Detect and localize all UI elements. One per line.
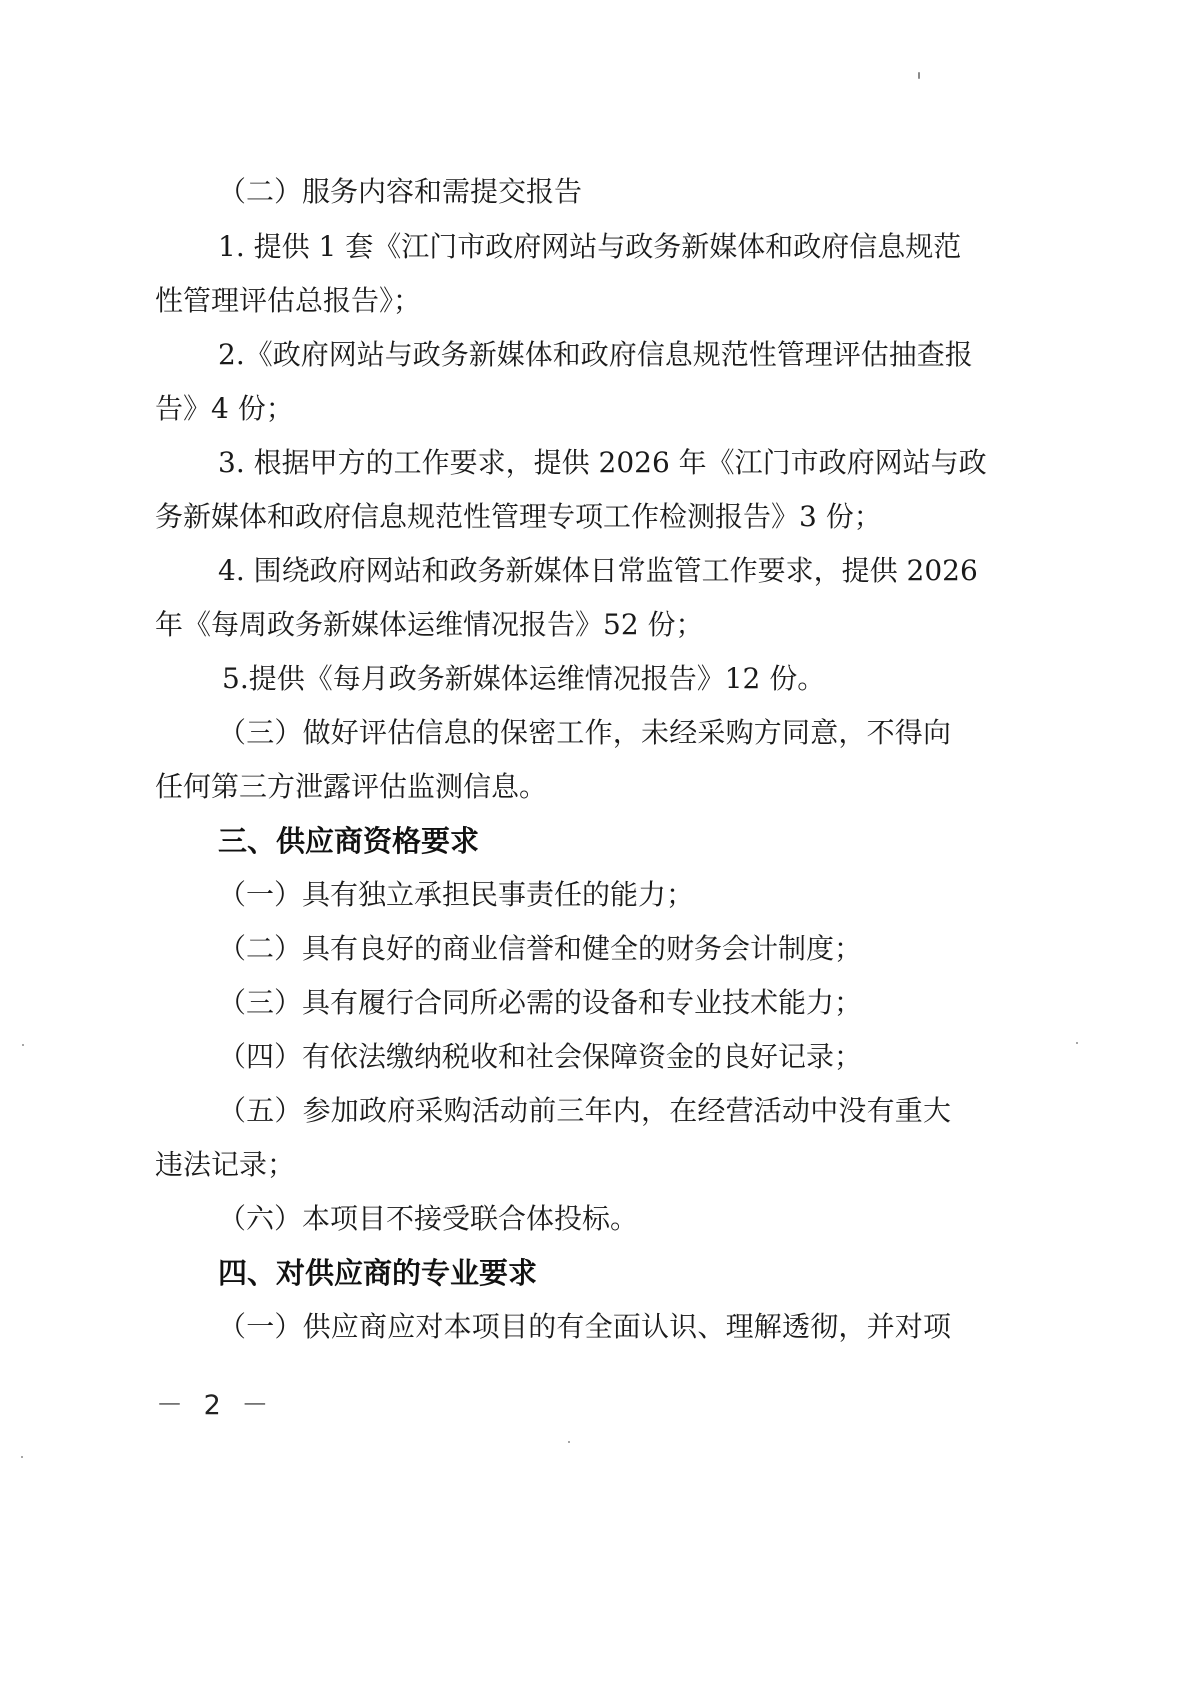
qualification-item-5-line-1: （五）参加政府采购活动前三年内，在经营活动中没有重大 bbox=[218, 1094, 951, 1127]
qualification-item-6: （六）本项目不接受联合体投标。 bbox=[218, 1202, 639, 1235]
scan-speck bbox=[568, 1441, 570, 1443]
paragraph-item-3-line-2: 务新媒体和政府信息规范性管理专项工作检测报告》3 份； bbox=[155, 500, 882, 533]
scan-speck bbox=[21, 1456, 23, 1458]
paragraph-item-2-line-1: 2.《政府网站与政务新媒体和政府信息规范性管理评估抽查报 bbox=[218, 338, 973, 371]
paragraph-item-4-line-2: 年《每周政务新媒体运维情况报告》52 份； bbox=[155, 608, 704, 641]
paragraph-item-3-line-1: 3. 根据甲方的工作要求，提供 2026 年《江门市政府网站与政 bbox=[218, 446, 987, 479]
paragraph-item-4-line-1: 4. 围绕政府网站和政务新媒体日常监管工作要求，提供 2026 bbox=[218, 554, 978, 587]
qualification-item-4: （四）有依法缴纳税收和社会保障资金的良好记录； bbox=[218, 1040, 863, 1073]
paragraph-item-1-line-1: 1. 提供 1 套《江门市政府网站与政务新媒体和政府信息规范 bbox=[218, 230, 962, 263]
scan-speck bbox=[22, 1044, 24, 1046]
paragraph-item-1-line-2: 性管理评估总报告》； bbox=[155, 284, 422, 317]
qualification-item-5-line-2: 违法记录； bbox=[155, 1148, 296, 1181]
qualification-item-3: （三）具有履行合同所必需的设备和专业技术能力； bbox=[218, 986, 863, 1019]
paragraph-item-5: 5.提供《每月政务新媒体运维情况报告》12 份。 bbox=[222, 662, 826, 695]
section-heading-professional-requirements: 四、对供应商的专业要求 bbox=[218, 1256, 538, 1290]
paragraph-confidentiality-line-2: 任何第三方泄露评估监测信息。 bbox=[155, 770, 548, 803]
section-heading-supplier-qualifications: 三、供应商资格要求 bbox=[218, 824, 480, 858]
subsection-heading-service-content: （二）服务内容和需提交报告 bbox=[218, 175, 583, 208]
scan-speck bbox=[918, 72, 920, 79]
paragraph-confidentiality-line-1: （三）做好评估信息的保密工作，未经采购方同意，不得向 bbox=[218, 716, 951, 749]
qualification-item-2: （二）具有良好的商业信誉和健全的财务会计制度； bbox=[218, 932, 863, 965]
qualification-item-1: （一）具有独立承担民事责任的能力； bbox=[218, 878, 695, 911]
scan-speck bbox=[1076, 1042, 1078, 1044]
paragraph-item-2-line-2: 告》4 份； bbox=[155, 392, 294, 425]
professional-item-1-line-1: （一）供应商应对本项目的有全面认识、理解透彻，并对项 bbox=[218, 1310, 951, 1343]
page-number: － 2 － bbox=[156, 1390, 275, 1421]
